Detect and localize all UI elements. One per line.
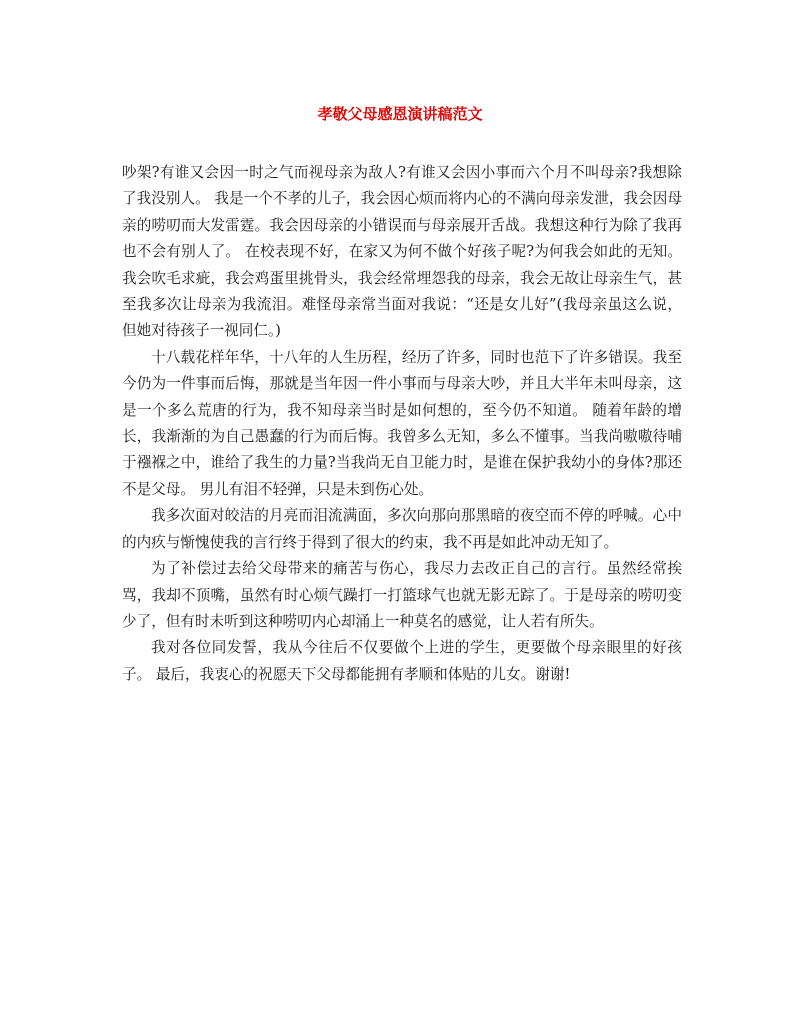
paragraph-2: 十八载花样年华，十八年的人生历程，经历了许多，同时也范下了许多错误。我至今仍为一件事而后悔，那就是当年因一件小事而与母亲大吵，并且大半年未叫母亲，这是一个多么荒唐的行为，我不知母亲当时是如何想的，至今仍不知道。 随着年龄的增长，我渐渐的为自己愚蠢的行为而后悔。我曾多么无知，多么不懂事。当我尚嗷嗷待哺于襁褓之中，谁给了我生的力量?当我尚无自卫能力时，是谁在保护我幼小的身体?那还不是父母。 男儿有泪不轻弹，只是未到伤心处。 xyxy=(122,348,682,498)
document-body xyxy=(122,160,682,688)
paragraph-3: 我多次面对皎洁的月亮而泪流满面，多次向那向那黑暗的夜空而不停的呼喊。心中的内疚与惭愧使我的言行终于得到了很大的约束，我不再是如此冲动无知了。 xyxy=(122,507,682,551)
paragraph-1: 吵架?有谁又会因一时之气而视母亲为敌人?有谁又会因小事而六个月不叫母亲?我想除了我没别人。 我是一个不孝的儿子，我会因心烦而将内心的不满向母亲发泄，我会因母亲的唠叨而大发雷霆。我会因母亲的小错误而与母亲展开舌战。我想这种行为除了我再也不会有别人了。 在校表现不好，在家又为何不做个好孩子呢?为何我会如此的无知。我会吹毛求疵，我会鸡蛋里挑骨头，我会经常埋怨我的母亲，我会无故让母亲生气，甚至我多次让母亲为我流泪。难怪母亲常当面对我说：“还是女儿好”(我母亲虽这么说，但她对待孩子一视同仁。) xyxy=(122,164,682,340)
paragraph-5: 我对各位同发誓，我从今往后不仅要做个上进的学生，更要做个母亲眼里的好孩子。 最后，我衷心的祝愿天下父母都能拥有孝顺和体贴的儿女。谢谢! xyxy=(122,639,682,683)
paragraph-4: 为了补偿过去给父母带来的痛苦与伤心，我尽力去改正自己的言行。虽然经常挨骂，我却不顶嘴，虽然有时心烦气躁打一打篮球气也就无影无踪了。于是母亲的唠叨变少了，但有时未听到这种唠叨内心却涌上一种莫名的感觉，让人若有所失。 xyxy=(122,560,682,630)
document-title: 孝敬父母感恩演讲稿范文 xyxy=(317,105,483,123)
